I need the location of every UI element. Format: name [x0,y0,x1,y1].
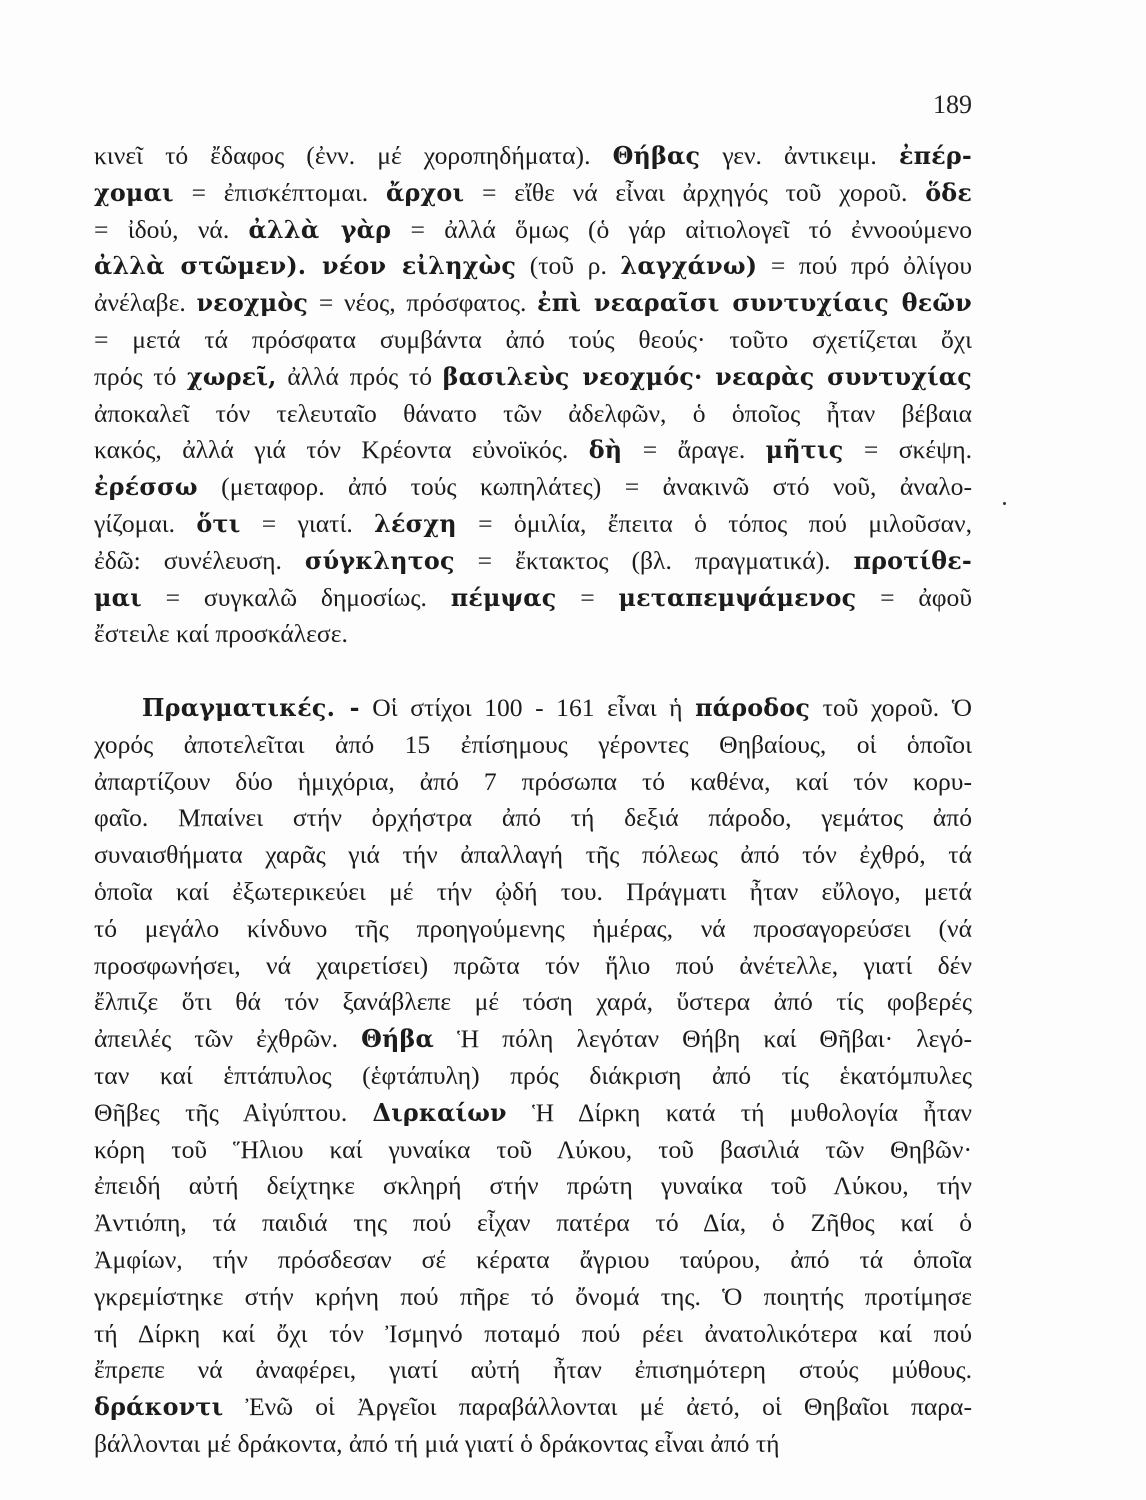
text-line [94,432,972,469]
text-run: = ὁμιλία, ἔπειτα ὁ τόπος πού μιλοῦσαν, [456,508,972,538]
text-run: = ἀλλά ὅμως (ὁ γάρ αἰτιολογεῖ τό ἐννοούμενο [391,214,973,244]
bold-term: Διρκαίων [372,1098,507,1127]
text-run: ἀνέλαβε. [94,288,197,318]
text-run: = ἀφοῦ [856,582,973,612]
text-run: = ἐπισκέπτομαι. [173,177,386,207]
bold-term: σύγκλητος [304,546,455,575]
text-run: = [556,582,619,612]
text-line [94,1205,972,1242]
text-line [94,248,972,285]
text-line [94,1389,972,1426]
text-line [94,212,972,249]
text-line [94,837,972,874]
text-line [94,1352,972,1389]
bold-term: μεταπεμψάμενος [618,583,857,612]
bold-term: βασιλεὺς νεοχμός· νεαρὰς συντυχίας [442,362,972,391]
text-run: γκρεμίστηκε στήν κρήνη πού πῆρε τό ὄνομά της. Ὁ ποιητής προτίμησε [94,1281,972,1311]
bold-term: ἐπὶ νεαραῖσι συντυχίαις θεῶν [537,289,972,318]
text-line [94,690,972,727]
text-line [94,1168,972,1205]
text-run: (μεταφορ. ἀπό τούς κωπηλάτες) = ἀνακινῶ στό νοῦ, ἀναλο- [197,472,972,502]
text-run: = ἄραγε. [622,435,766,465]
text-line [94,764,972,801]
text-run: = μετά τά πρόσφατα συμβάντα ἀπό τούς θεούς· τοῦτο σχετίζεται ὄχι [94,324,972,354]
bold-term: ὅτι [196,509,241,538]
text-line [94,911,972,948]
text-line [94,469,972,506]
text-run: = ἰδού, νά. [94,214,249,244]
text-run: = εἴθε νά εἶναι ἀρχηγός τοῦ χοροῦ. [464,177,926,207]
bold-term: λαγχάνω) [620,252,758,281]
paragraph-gap [94,653,972,690]
text-run: ἀπειλές τῶν ἐχθρῶν. [94,1024,362,1054]
bold-term: ἀλλὰ γὰρ [248,215,392,244]
text-run: Ἀντιόπη, τά παιδιά της πού εἶχαν πατέρα τό Δία, ὁ Ζῆθος καί ὁ [94,1208,972,1238]
text-run: συναισθήματα χαρᾶς γιά τήν ἀπαλλαγή τῆς πόλεως ἀπό τόν ἐχθρό, τά [94,840,972,870]
text-run: ἔπρεπε νά ἀναφέρει, γιατί αὐτή ἦταν ἐπισημότερη στούς μύθους. [94,1355,972,1385]
text-line [94,543,972,580]
text-run: κινεῖ τό ἔδαφος (ἐνν. μέ χοροπηδήματα). [94,141,613,170]
text-run: Ἡ πόλη λεγόταν Θήβη καί Θῆβαι· λεγό- [434,1024,972,1054]
margin-dot [1003,502,1006,505]
paragraph-vocabulary-notes [94,138,972,653]
text-line [94,1132,972,1169]
text-line [94,506,972,543]
text-run: ἀλλά πρός τό [276,361,443,391]
commentary-text [94,138,972,1463]
bold-term: προτίθε- [853,546,972,575]
bold-term: ἄρχοι [386,178,465,207]
bold-term: δράκοντι [94,1393,224,1422]
text-run: πρός τό [94,361,188,391]
text-run: προσφωνήσει, νά χαιρετίσει) πρῶτα τόν ἥλιο πού ἀνέτελλε, γιατί δέν [94,950,972,980]
text-run: ἀποκαλεῖ τόν τελευταῖο θάνατο τῶν ἀδελφῶν, ὁ ὁποῖος ἦταν βέβαια [94,398,972,428]
text-run: = γιατί. [240,508,375,538]
text-line [94,580,972,617]
text-run: γεν. ἀντικειμ. [700,141,899,170]
text-run: Θῆβες τῆς Αἰγύπτου. [94,1097,373,1127]
bold-term: ἐρέσσω [94,473,198,502]
bold-term: νεοχμὸς [196,289,309,318]
text-line [94,800,972,837]
text-run: = νέος, πρόσφατος. [308,288,538,318]
text-line [94,322,972,359]
text-run: ἐπειδή αὐτή δείχτηκε σκληρή στήν πρώτη γυναίκα τοῦ Λύκου, τήν [94,1171,972,1201]
text-run: Ἀμφίων, τήν πρόσδεσαν σέ κέρατα ἄγριου ταύρου, ἀπό τά ὁποῖα [94,1244,972,1274]
bold-term: Θήβας [612,142,701,170]
text-run: (τοῦ ρ. [516,251,621,281]
paragraph-pragmatika [94,690,972,1463]
bold-term: λέσχη [374,509,457,538]
text-line [94,1279,972,1316]
page-number: 189 [933,90,972,119]
bold-term: ἀλλὰ στῶμεν). νέον εἰληχὼς [94,252,517,281]
bold-term: ἐπέρ- [898,142,972,170]
text-line [94,1316,972,1353]
text-run: κακός, ἀλλά γιά τόν Κρέοντα εὐνοϊκός. [94,435,589,465]
text-run: ὁποῖα καί ἐξωτερικεύει μέ τήν ᾠδή του. Πράγματι ἦταν εὔλογο, μετά [94,876,972,906]
text-run: τή Δίρκη καί ὄχι τόν Ἰσμηνό ποταμό πού ρέει ἀνατολικότερα καί πού [94,1318,972,1348]
text-run: τοῦ χοροῦ. Ὁ [810,692,972,722]
text-line [94,359,972,396]
bold-term: Πραγματικές. - [142,693,360,722]
text-run: κόρη τοῦ Ἥλιου καί γυναίκα τοῦ Λύκου, τοῦ βασιλιά τῶν Θηβῶν· [94,1134,972,1164]
text-run: Ἡ Δίρκη κατά τή μυθολογία ἦταν [506,1097,972,1127]
text-line [94,175,972,212]
text-line [94,616,972,653]
text-run: = σκέψη. [843,435,972,465]
text-run: Ἐνῶ οἱ Ἀργεῖοι παραβάλλονται μέ ἀετό, οἱ Θηβαῖοι παρα- [223,1392,972,1422]
text-run: = πού πρό ὀλίγου [757,251,972,281]
text-run: φαῖο. Μπαίνει στήν ὀρχήστρα ἀπό τή δεξιά πάροδο, γεμάτος ἀπό [94,803,972,833]
text-line [94,874,972,911]
text-line [94,138,972,175]
bold-term: ὅδε [925,178,972,207]
text-line [94,285,972,322]
bold-term: χομαι [94,178,174,207]
bold-term: μαι [94,583,142,612]
text-run: ἀπαρτίζουν δύο ἡμιχόρια, ἀπό 7 πρόσωπα τό καθένα, καί τόν κορυ- [94,766,972,796]
text-line [94,396,972,433]
text-line [94,1426,972,1463]
text-run: = ἔκτακτος (βλ. πραγματικά). [454,545,854,575]
text-run: ταν καί ἑπτάπυλος (ἑφτάπυλη) πρός διάκριση ἀπό τίς ἑκατόμπυλες [94,1060,972,1090]
bold-term: χωρεῖ, [187,362,277,391]
text-run: τό μεγάλο κίνδυνο τῆς προηγούμενης ἡμέρας, νά προσαγορεύσει (νά [94,913,972,943]
text-run: γίζομαι. [94,508,197,538]
text-line [94,1242,972,1279]
text-run: βάλλονται μέ δράκοντα, ἀπό τή μιά γιατί ὁ δράκοντας εἶναι ἀπό τή [94,1428,780,1458]
text-run: ἔλπιζε ὅτι θά τόν ξανάβλεπε μέ τόση χαρά, ὕστερα ἀπό τίς φοβερές [94,987,972,1017]
text-run: ἐδῶ: συνέλευση. [94,545,305,575]
text-run: Οἱ στίχοι 100 - 161 εἶναι ἡ [359,692,696,722]
bold-term: Θήβα [361,1025,435,1054]
text-line [94,1058,972,1095]
text-run: ἔστειλε καί προσκάλεσε. [94,619,348,649]
text-line [94,984,972,1021]
text-run: χορός ἀποτελεῖται ἀπό 15 ἐπίσημους γέροντες Θηβαίους, οἱ ὁποῖοι [94,729,972,759]
bold-term: πάροδος [695,693,811,722]
text-line [94,948,972,985]
bold-term: δὴ [588,436,623,465]
text-line [94,727,972,764]
text-line [94,1021,972,1058]
bold-term: μῆτις [765,436,844,465]
text-run: = συγκαλῶ δημοσίως. [141,582,451,612]
bold-term: πέμψας [450,583,557,612]
text-line [94,1095,972,1132]
